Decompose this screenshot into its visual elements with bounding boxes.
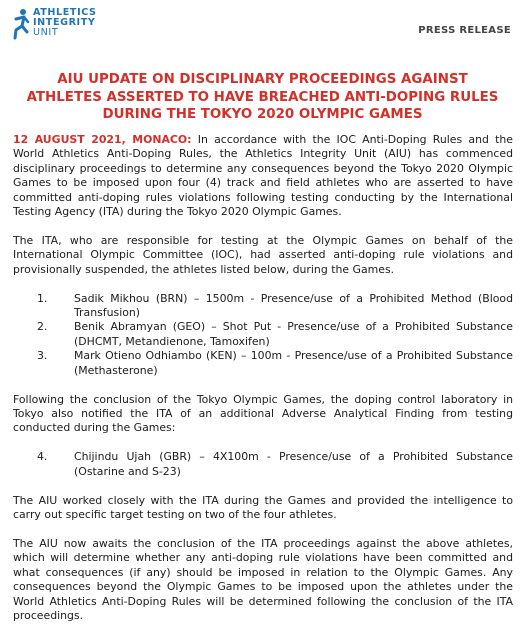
list-text: Chijindu Ujah (GBR) – 4X100m - Presence/use of a Prohibited Substance (Ostarine and S-23) [74, 450, 513, 478]
logo-line-3: UNIT [33, 27, 59, 38]
list-item [13, 292, 513, 321]
list-text: Sadik Mikhou (BRN) – 1500m - Presence/use of a Prohibited Method (Blood Transfusion) [74, 291, 513, 320]
list-item [13, 349, 513, 378]
list-number: 4. [37, 450, 48, 464]
list-item [13, 450, 513, 479]
worked-paragraph: The AIU worked closely with the ITA during the Games and provided the intelligence to carry out specific target testing on two of the four athletes. [13, 493, 513, 522]
aiu-logo [12, 6, 132, 42]
ita-paragraph: The ITA, who are responsible for testing at the Olympic Games on behalf of the International Olympic Committee (IOC), had asserted anti-doping rule violations and provisionally suspended, the athletes listed below, during the Games. [13, 233, 513, 276]
runner-logo-icon [12, 8, 30, 40]
additional-athlete-list [13, 450, 513, 479]
following-paragraph: Following the conclusion of the Tokyo Olympic Games, the doping control laboratory in Tokyo also notified the ITA of an additional Adverse Analytical Finding from testing conducted during the Games: [13, 392, 513, 435]
logo-line-2: INTEGRITY [33, 17, 96, 28]
dateline: 12 AUGUST 2021, MONACO: [13, 133, 192, 146]
list-item [13, 320, 513, 349]
list-number: 2. [37, 320, 48, 334]
logo-wordmark [33, 8, 97, 38]
list-number: 1. [37, 291, 48, 305]
intro-paragraph [13, 133, 513, 219]
list-number: 3. [37, 349, 48, 363]
page-title: AIU UPDATE ON DISCIPLINARY PROCEEDINGS AGAINST ATHLETES ASSERTED TO HAVE BREACHED ANTI-DOPING RULES DURING THE TOKYO 2020 OLYMPIC GAMES [26, 72, 499, 122]
document-body [13, 133, 513, 623]
athlete-list [13, 292, 513, 378]
press-release-label: PRESS RELEASE [418, 25, 511, 36]
list-text: Benik Abramyan (GEO) – Shot Put - Presence/use of a Prohibited Substance (DHCMT, Metandienone, Tamoxifen) [74, 320, 513, 348]
list-text: Mark Otieno Odhiambo (KEN) – 100m - Presence/use of a Prohibited Substance (Methasterone) [74, 349, 513, 377]
header [0, 0, 525, 48]
intro-text: In accordance with the IOC Anti-Doping Rules and the World Athletics Anti-Doping Rules, the Athletics Integrity Unit (AIU) has commenced disciplinary proceedings to determine any consequences beyond the Tokyo 2020 Olympic Games to be imposed upon four (4) track and field athletes who are asserted to have committed anti-doping rules violations following testing conducting by the International Testing Agency (ITA) during the Tokyo 2020 Olympic Games. [13, 133, 513, 219]
awaits-paragraph: The AIU now awaits the conclusion of the ITA proceedings against the above athletes, which will determine whether any anti-doping rule violations have been committed and what consequences (if any) should be imposed in relation to the Olympic Games. Any consequences beyond the Olympic Games to be imposed upon the athletes under the World Athletics Anti-Doping Rules will be determined following the conclusion of the ITA proceedings. [13, 536, 513, 622]
logo-line-1: ATHLETICS [33, 7, 97, 18]
